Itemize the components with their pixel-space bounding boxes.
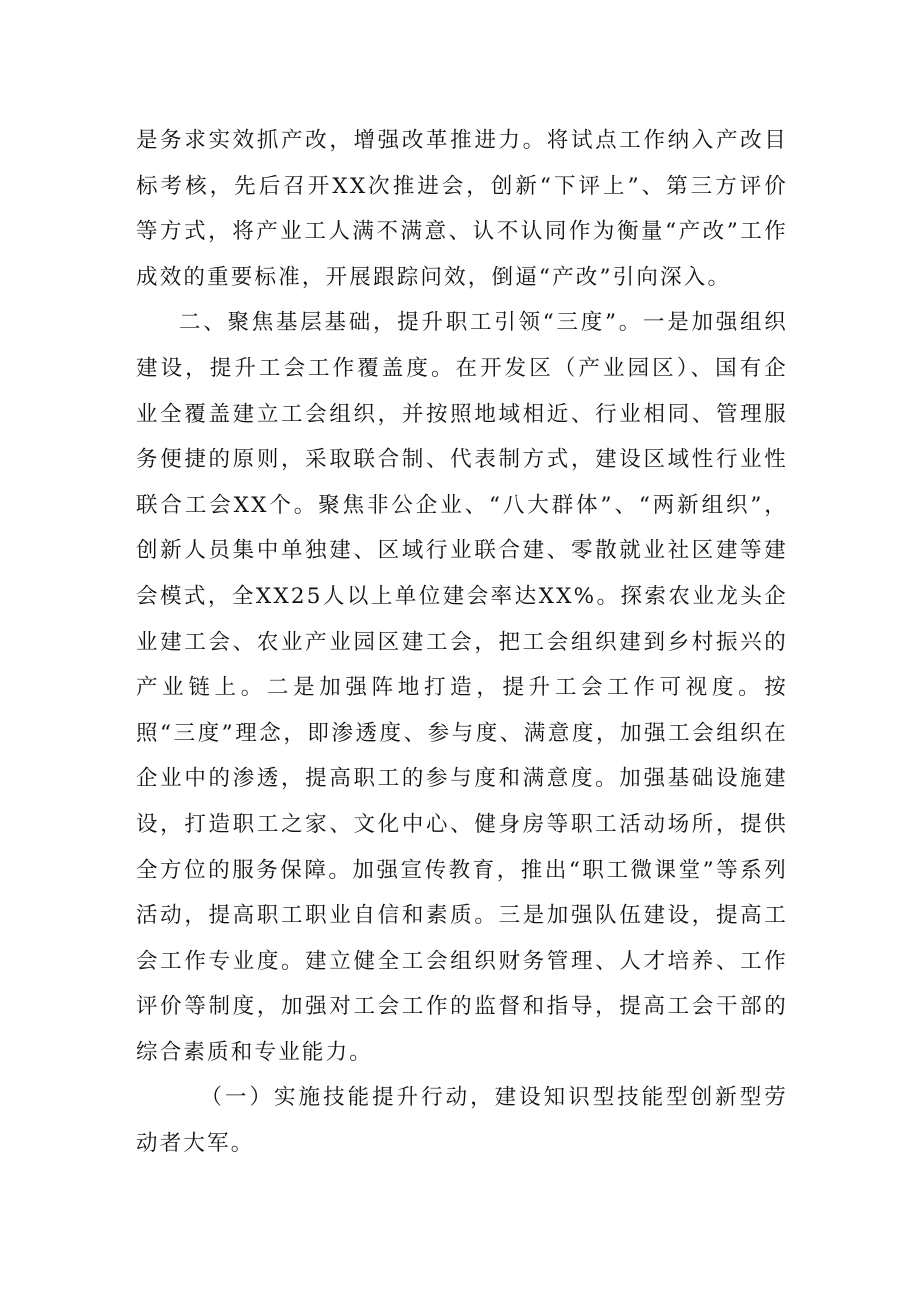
subheading-skills-upgrade: （一）实施技能提升行动，建设知识型技能型创新型劳动者大军。 [136, 1085, 788, 1157]
paragraph-grassroots-foundation: 二、聚焦基层基础，提升职工引领“三度”。一是加强组织建设，提升工会工作覆盖度。在开发区（产业园区）、国有企业全覆盖建立工会组织，并按照地域相近、行业相同、管理服务便捷的原则，采取联合制、代表制方式，建设区域性行业性联合工会XX个。聚焦非公企业、“八大群体”、“两新组织”，创新人员集中单独建、区域行业联合建、零散就业社区建等建会模式，全XX25人以上单位建会率达XX%。探索农业龙头企业建工会、农业产业园区建工会，把工会组织建到乡村振兴的产业链上。二是加强阵地打造，提升工会工作可视度。按照“三度”理念，即渗透度、参与度、满意度，加强工会组织在企业中的渗透，提高职工的参与度和满意度。加强基础设施建设，打造职工之家、文化中心、健身房等职工活动场所，提供全方位的服务保障。加强宣传教育，推出“职工微课堂”等系列活动，提高职工职业自信和素质。三是加强队伍建设，提高工会工作专业度。建立健全工会组织财务管理、人才培养、工作评价等制度，加强对工会工作的监督和指导，提高工会干部的综合素质和专业能力。 [136, 310, 788, 1065]
document-body [136, 118, 788, 1167]
paragraph-reform-effectiveness: 是务求实效抓产改，增强改革推进力。将试点工作纳入产改目标考核，先后召开XX次推进会，创新“下评上”、第三方评价等方式，将产业工人满不满意、认不认同作为衡量“产改”工作成效的重要标准，开展跟踪问效，倒逼“产改”引向深入。 [136, 128, 788, 290]
